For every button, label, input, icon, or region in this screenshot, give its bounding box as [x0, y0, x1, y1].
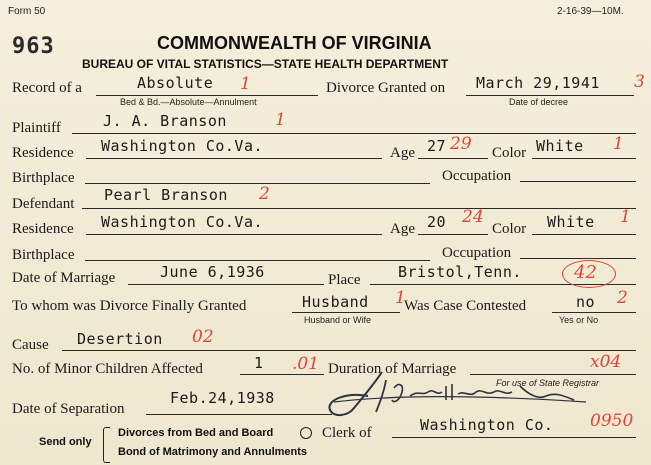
granted-to-value: Husband — [302, 293, 369, 311]
children-label: No. of Minor Children Affected — [12, 361, 203, 377]
cause-value: Desertion — [77, 330, 163, 348]
clerk-code: 0950 — [590, 411, 634, 431]
plaintiff-color-code: 1 — [613, 134, 624, 154]
contested-hint: Yes or No — [559, 315, 599, 325]
plaintiff-color: White — [536, 137, 584, 155]
defendant-age-code: 24 — [462, 207, 484, 227]
defendant-color-code: 1 — [620, 207, 631, 227]
footer-option-bed-board: Divorces from Bed and Board — [118, 427, 274, 439]
record-label: Record of a — [12, 80, 82, 96]
plaintiff-age-code: 29 — [450, 134, 472, 154]
contested-label: Was Case Contested — [404, 298, 527, 314]
plaintiff-residence-label: Residence — [12, 145, 74, 161]
contested-code: 2 — [617, 288, 628, 308]
registrar-signature — [324, 366, 592, 422]
record-hint: Bed & Bd.—Absolute—Annulment — [120, 97, 257, 107]
granted-to-label: To whom was Divorce Finally Granted — [12, 298, 247, 314]
duration-label: Duration of Marriage — [328, 361, 457, 377]
separation-date: Feb.24,1938 — [170, 389, 275, 407]
record-code: 1 — [240, 74, 251, 94]
granted-to-code: 1 — [395, 288, 406, 308]
document-title: COMMONWEALTH OF VIRGINIA — [157, 33, 432, 53]
selection-mark — [300, 427, 312, 439]
plaintiff-age: 27 — [427, 137, 447, 155]
plaintiff-label: Plaintiff — [12, 120, 61, 136]
defendant-residence-label: Residence — [12, 221, 74, 237]
plaintiff-occupation-label: Occupation — [442, 168, 512, 184]
plaintiff-code: 1 — [275, 110, 286, 130]
record-value: Absolute — [137, 74, 214, 92]
marriage-place: Bristol,Tenn. — [398, 263, 522, 281]
contested-value: no — [576, 293, 596, 311]
plaintiff-age-label: Age — [390, 145, 415, 161]
footer-brace — [103, 427, 110, 463]
defendant-birthplace-label: Birthplace — [12, 247, 75, 263]
defendant-age-label: Age — [390, 221, 415, 237]
duration-code: x04 — [590, 352, 622, 372]
defendant-name: Pearl Branson — [104, 186, 228, 204]
divorce-granted-label: Divorce Granted on — [326, 80, 446, 96]
defendant-color-label: Color — [492, 221, 527, 237]
plaintiff-name: J. A. Branson — [103, 112, 227, 130]
divorce-granted-code: 3 — [634, 72, 645, 92]
print-code: 2-16-39—10M. — [557, 6, 624, 17]
defendant-residence: Washington Co.Va. — [101, 213, 264, 231]
defendant-occupation-label: Occupation — [442, 245, 512, 261]
plaintiff-residence: Washington Co.Va. — [101, 137, 264, 155]
clerk-value: Washington Co. — [420, 416, 554, 434]
children-value: 1 — [254, 354, 264, 372]
decree-date-hint: Date of decree — [509, 97, 569, 107]
marriage-place-code: 42 — [574, 262, 597, 283]
divorce-granted-value: March 29,1941 — [476, 74, 600, 92]
defendant-age: 20 — [427, 213, 447, 231]
cause-label: Cause — [12, 337, 49, 353]
footer-option-matrimony: Bond of Matrimony and Annulments — [118, 446, 308, 458]
send-only-label: Send only — [39, 436, 92, 448]
marriage-place-label: Place — [328, 272, 361, 288]
plaintiff-birthplace-label: Birthplace — [12, 170, 75, 186]
document-subtitle: BUREAU OF VITAL STATISTICS—STATE HEALTH DEPARTMENT — [82, 57, 449, 71]
form-number: Form 50 — [8, 6, 46, 17]
defendant-color: White — [547, 213, 595, 231]
registrar-note: For use of State Registrar — [496, 378, 600, 388]
defendant-label: Defendant — [12, 196, 75, 212]
marriage-date: June 6,1936 — [160, 263, 265, 281]
plaintiff-color-label: Color — [492, 145, 527, 161]
clerk-label: Clerk of — [322, 425, 372, 441]
cause-code: 02 — [192, 327, 214, 347]
marriage-date-label: Date of Marriage — [12, 270, 116, 286]
children-code: .01 — [292, 354, 320, 374]
file-number: 963 — [12, 34, 55, 59]
separation-label: Date of Separation — [12, 401, 125, 417]
defendant-code: 2 — [259, 184, 270, 204]
granted-to-hint: Husband or Wife — [304, 315, 372, 325]
